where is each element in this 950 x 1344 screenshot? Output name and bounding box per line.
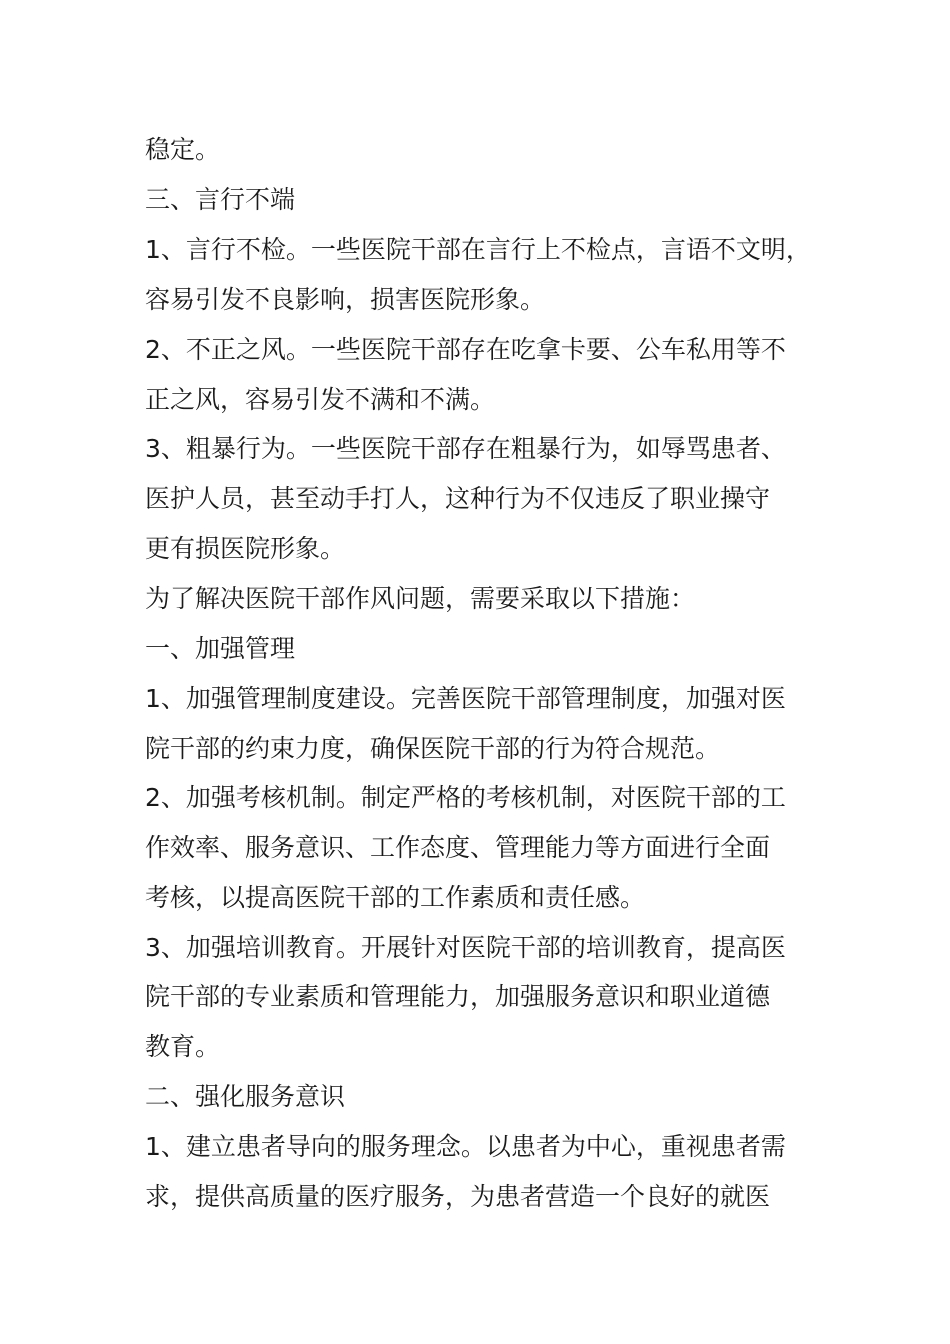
text-line: 容易引发不良影响，损害医院形象。 (145, 285, 546, 314)
text-line: 1、建立患者导向的服务理念。以患者为中心，重视患者需 (145, 1132, 786, 1161)
section-heading: 三、言行不端 (145, 185, 296, 214)
text-line: 医护人员，甚至动手打人，这种行为不仅违反了职业操守 (145, 484, 771, 513)
text-line: 考核，以提高医院干部的工作素质和责任感。 (145, 883, 646, 912)
text-line: 更有损医院形象。 (145, 534, 346, 563)
text-line: 为了解决医院干部作风问题，需要采取以下措施： (145, 584, 696, 613)
text-line: 院干部的专业素质和管理能力，加强服务意识和职业道德 (145, 982, 771, 1011)
text-line: 1、加强管理制度建设。完善医院干部管理制度，加强对医 (145, 684, 786, 713)
text-line: 2、加强考核机制。制定严格的考核机制，对医院干部的工 (145, 783, 786, 812)
text-line: 求，提供高质量的医疗服务，为患者营造一个良好的就医 (145, 1182, 771, 1211)
text-line: 正之风，容易引发不满和不满。 (145, 385, 496, 414)
text-line: 院干部的约束力度，确保医院干部的行为符合规范。 (145, 734, 721, 763)
text-line: 教育。 (145, 1032, 221, 1061)
text-line: 2、不正之风。一些医院干部存在吃拿卡要、公车私用等不 (145, 335, 786, 364)
text-line: 3、粗暴行为。一些医院干部存在粗暴行为，如辱骂患者、 (145, 434, 786, 463)
text-line: 1、言行不检。一些医院干部在言行上不检点，言语不文明， (145, 235, 811, 264)
text-line: 稳定。 (145, 135, 221, 164)
text-line: 3、加强培训教育。开展针对医院干部的培训教育，提高医 (145, 933, 786, 962)
section-heading: 一、加强管理 (145, 634, 296, 663)
text-line: 作效率、服务意识、工作态度、管理能力等方面进行全面 (145, 833, 771, 862)
section-heading: 二、强化服务意识 (145, 1082, 346, 1111)
